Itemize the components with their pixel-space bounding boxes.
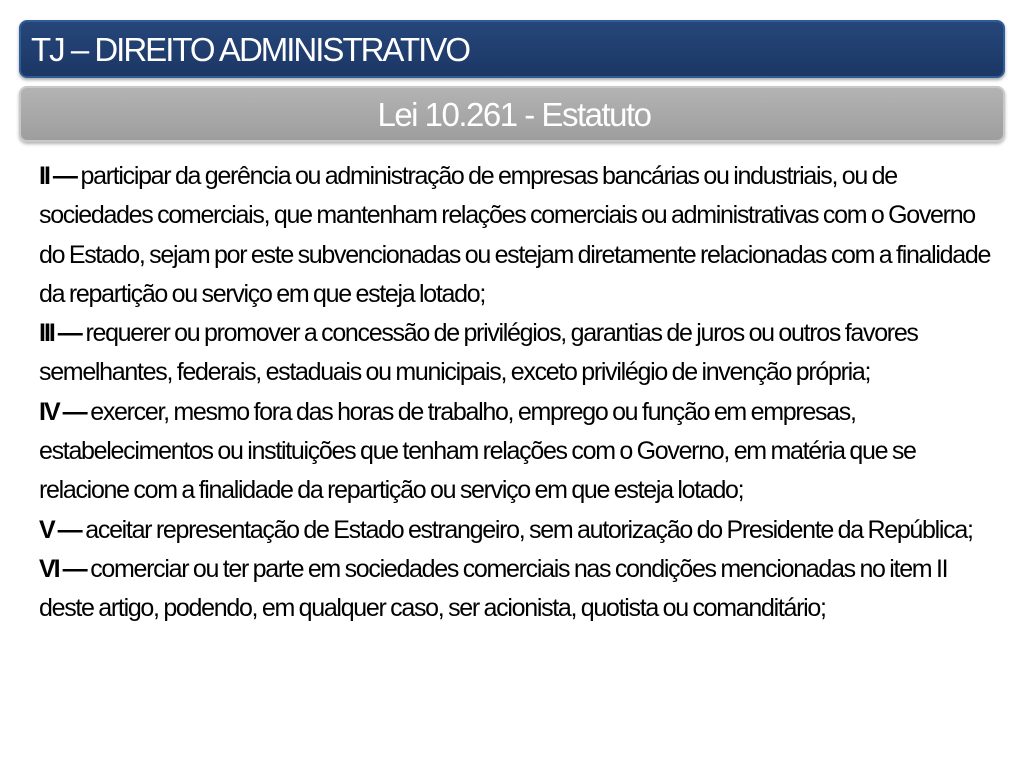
item-vi <box>39 550 1004 629</box>
item-numeral: V — <box>39 515 81 544</box>
slide-title: TJ – DIREITO ADMINISTRATIVO <box>31 30 470 68</box>
title-bar <box>19 20 1005 78</box>
item-numeral: III — <box>39 319 81 348</box>
item-text: requerer ou promover a concessão de privilégios, garantias de juros ou outros favores semelhantes, federais, estaduais ou municipais, exceto privilégio de invenção própria; <box>39 319 918 387</box>
subtitle-bar <box>19 86 1005 142</box>
item-iii <box>39 314 1004 393</box>
item-ii <box>39 157 1004 314</box>
item-text: comerciar ou ter parte em sociedades comerciais nas condições mencionadas no item II deste artigo, podendo, em qualquer caso, ser acionista, quotista ou comanditário; <box>39 554 948 623</box>
item-numeral: IV — <box>39 397 86 426</box>
item-v <box>39 511 1004 550</box>
slide-subtitle: Lei 10.261 - Estatuto <box>377 95 651 133</box>
body-text <box>39 157 1004 629</box>
item-numeral: VI — <box>39 554 86 583</box>
item-iv <box>39 393 1004 511</box>
item-text: exercer, mesmo fora das horas de trabalho, emprego ou função em empresas, estabelecimentos ou instituições que tenham relações com o Governo, em matéria que se relacione com a finalidade da repartição ou serviço em que esteja lotado; <box>39 397 916 505</box>
item-numeral: II — <box>39 162 76 190</box>
item-text: aceitar representação de Estado estrangeiro, sem autorização do Presidente da República; <box>80 515 973 544</box>
item-text: participar da gerência ou administração de empresas bancárias ou industriais, ou de sociedades comerciais, que mantenham relações comerciais ou administrativas com o Governo do Estado, sejam por este subvencionadas ou estejam diretamente relacionadas com a finalidade da repartição ou serviço em que esteja lotado; <box>39 162 991 308</box>
